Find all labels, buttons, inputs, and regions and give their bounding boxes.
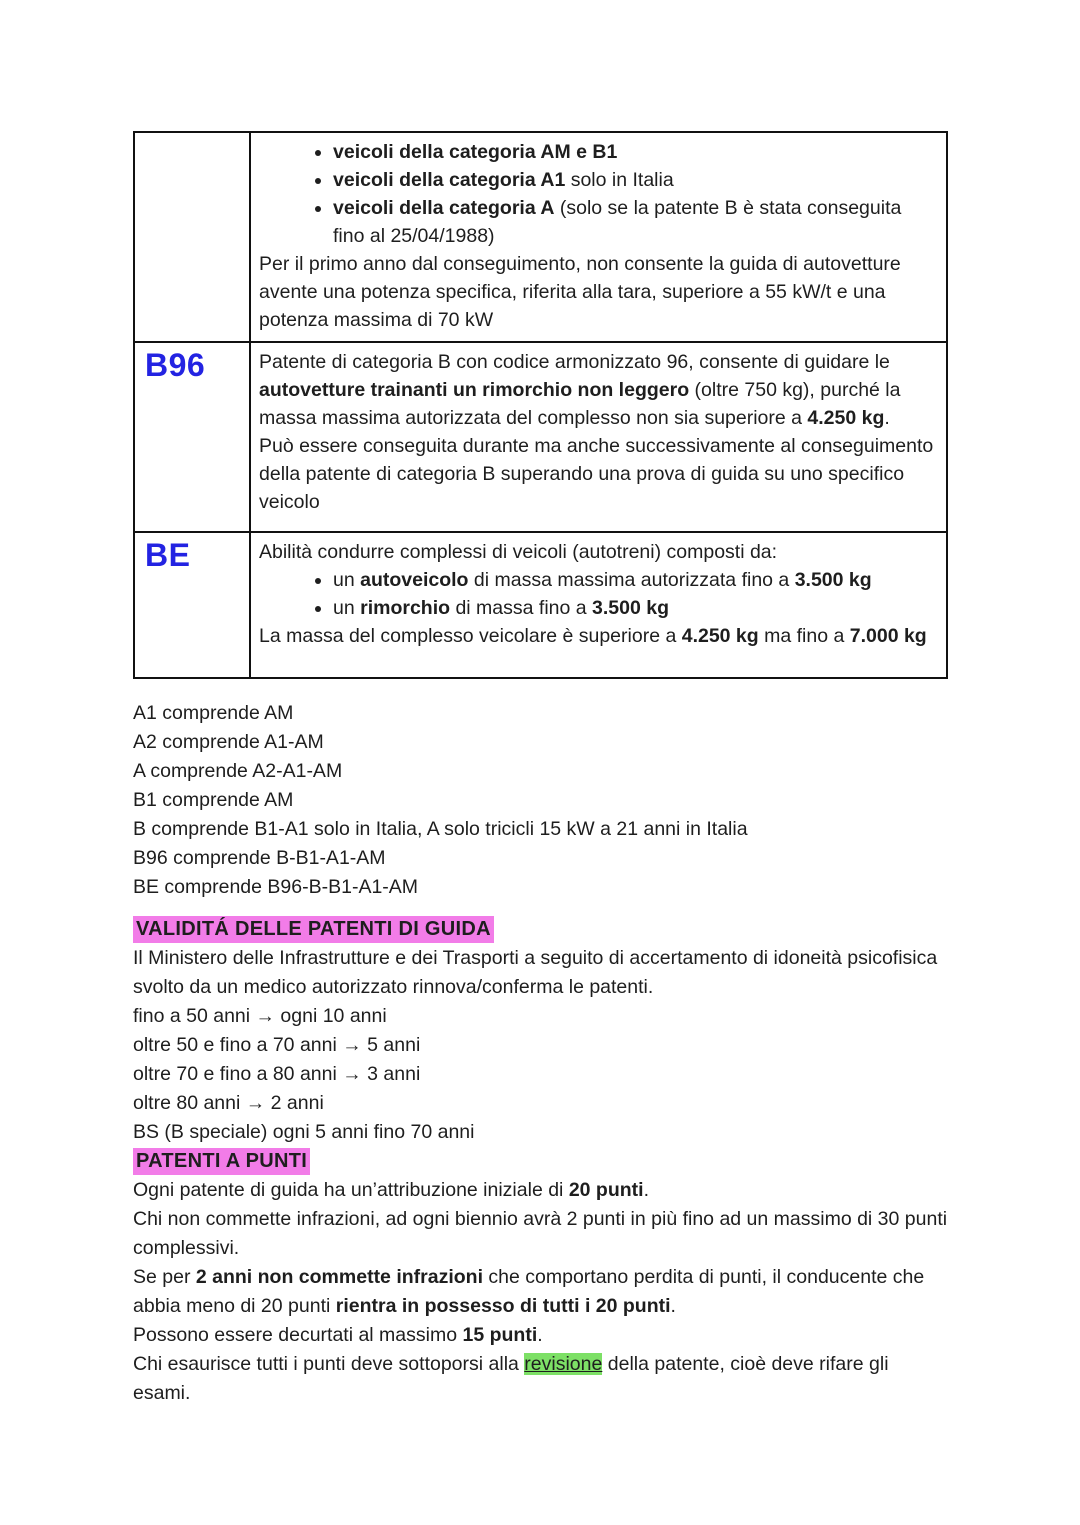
comprende-line: A comprende A2-A1-AM	[133, 760, 343, 782]
validity-rule-line: fino a 50 anni → ogni 10 anni	[133, 1005, 387, 1027]
punti-heading: PATENTI A PUNTI	[133, 1148, 310, 1175]
text-run: veicoli della categoria A1	[333, 169, 566, 191]
comprende-line: B1 comprende AM	[133, 789, 294, 811]
text-run: autoveicolo	[360, 569, 469, 591]
text-run: Se per	[133, 1266, 196, 1288]
bullet-item	[333, 194, 934, 250]
license-description-cell	[250, 532, 947, 678]
license-description-cell	[250, 132, 947, 342]
license-code: B96	[145, 347, 206, 383]
text-run: rimorchio	[360, 597, 451, 619]
text-run: 4.250 kg	[807, 407, 885, 429]
text-run: 3.500 kg	[794, 569, 872, 591]
table-row	[134, 342, 947, 532]
bullet-list	[259, 566, 934, 622]
paragraph	[259, 622, 934, 650]
comprende-line: A2 comprende A1-AM	[133, 731, 324, 753]
text-run: .	[884, 407, 890, 429]
text-run: Possono essere decurtati al massimo	[133, 1324, 463, 1346]
text-run: un	[333, 597, 361, 619]
text-run: un	[333, 569, 361, 591]
license-categories-table	[133, 131, 948, 679]
text-run: ma fino a	[758, 625, 850, 647]
text-run: Può essere conseguita durante ma anche successivamente al conseguimento della patente di categoria B superando una prova di guida su uno specifico veicolo	[259, 435, 934, 513]
license-table-body	[134, 132, 947, 678]
document-content	[133, 131, 948, 1408]
text-run: di massa fino a	[450, 597, 593, 619]
validita-rules	[133, 1002, 948, 1147]
text-run: veicoli della categoria A	[333, 197, 555, 219]
text-run: rientra in possesso di tutti i 20 punti	[335, 1295, 671, 1317]
text-run: .	[537, 1324, 543, 1346]
punti-paragraph	[133, 1350, 948, 1408]
bullet-item	[333, 138, 934, 166]
validity-rule-line: oltre 80 anni → 2 anni	[133, 1092, 324, 1114]
text-run: Ogni patente di guida ha un’attribuzione iniziale di	[133, 1179, 569, 1201]
punti-paragraphs	[133, 1176, 948, 1408]
text-run: Chi esaurisce tutti i punti deve sottoporsi alla	[133, 1353, 525, 1375]
text-run: revisione	[524, 1353, 603, 1375]
paragraph	[259, 538, 934, 566]
punti-paragraph	[133, 1263, 948, 1321]
table-row	[134, 532, 947, 678]
text-run: 4.250 kg	[681, 625, 759, 647]
comprende-line: A1 comprende AM	[133, 702, 294, 724]
paragraph	[259, 348, 934, 432]
text-run: 15 punti	[462, 1324, 538, 1346]
text-run: La massa del complesso veicolare è superiore a	[259, 625, 682, 647]
text-run: 20 punti	[568, 1179, 644, 1201]
license-code-cell	[134, 132, 250, 342]
punti-section	[133, 1147, 948, 1408]
table-row	[134, 132, 947, 342]
text-run: .	[670, 1295, 676, 1317]
validita-intro: Il Ministero delle Infrastrutture e dei Trasporti a seguito di accertamento di idoneità psicofisica svolto da un medico autorizzato rinnova/conferma le patenti.	[133, 947, 938, 998]
comprende-line: B96 comprende B-B1-A1-AM	[133, 847, 386, 869]
text-run: solo in Italia	[565, 169, 674, 191]
paragraph	[259, 250, 934, 334]
text-run: della patente, cioè deve rifare gli esami.	[133, 1353, 889, 1404]
text-run: autovetture trainanti un rimorchio non leggero	[259, 379, 690, 401]
bullet-list	[259, 138, 934, 250]
bullet-item	[333, 166, 934, 194]
validity-rule-line: oltre 50 e fino a 70 anni → 5 anni	[133, 1034, 421, 1056]
validita-section	[133, 915, 948, 1147]
punti-paragraph	[133, 1321, 948, 1350]
validity-rule-line: BS (B speciale) ogni 5 anni fino 70 anni	[133, 1121, 475, 1143]
text-run: veicoli della categoria AM e B1	[333, 141, 618, 163]
text-run: Chi non commette infrazioni, ad ogni biennio avrà 2 punti in più fino ad un massimo di 30 punti complessivi.	[133, 1208, 948, 1259]
punti-paragraph	[133, 1176, 948, 1205]
text-run: .	[643, 1179, 649, 1201]
text-run: di massa massima autorizzata fino a	[468, 569, 795, 591]
comprende-line: B comprende B1-A1 solo in Italia, A solo tricicli 15 kW a 21 anni in Italia	[133, 818, 748, 840]
text-run: che comportano perdita di punti, il conducente che abbia meno di 20 punti	[133, 1266, 925, 1317]
paragraph	[259, 432, 934, 516]
validity-rule-line: oltre 70 e fino a 80 anni → 3 anni	[133, 1063, 421, 1085]
punti-paragraph	[133, 1205, 948, 1263]
text-run: 7.000 kg	[849, 625, 927, 647]
comprende-list	[133, 699, 948, 902]
text-run: (solo se la patente B è stata conseguita fino al 25/04/1988)	[333, 197, 902, 247]
text-run: 3.500 kg	[592, 597, 670, 619]
license-code: BE	[145, 537, 191, 573]
text-run: 2 anni non commette infrazioni	[195, 1266, 483, 1288]
license-code-cell	[134, 532, 250, 678]
license-description-cell	[250, 342, 947, 532]
comprende-line: BE comprende B96-B-B1-A1-AM	[133, 876, 419, 898]
punti-heading-row	[133, 1147, 948, 1176]
bullet-item	[333, 566, 934, 594]
validita-heading-row	[133, 915, 948, 944]
text-run: Abilità condurre complessi di veicoli (autotreni) composti da:	[259, 541, 778, 563]
text-run: (oltre 750 kg), purché la massa massima autorizzata del complesso non sia superiore a	[259, 379, 901, 429]
text-run: Patente di categoria B con codice armonizzato 96, consente di guidare le	[259, 351, 890, 373]
license-code-cell	[134, 342, 250, 532]
validita-heading: VALIDITÁ DELLE PATENTI DI GUIDA	[133, 916, 494, 943]
text-run: Per il primo anno dal conseguimento, non consente la guida di autovetture avente una potenza specifica, riferita alla tara, superiore a 55 kW/t e una potenza massima di 70 kW	[259, 253, 901, 331]
bullet-item	[333, 594, 934, 622]
